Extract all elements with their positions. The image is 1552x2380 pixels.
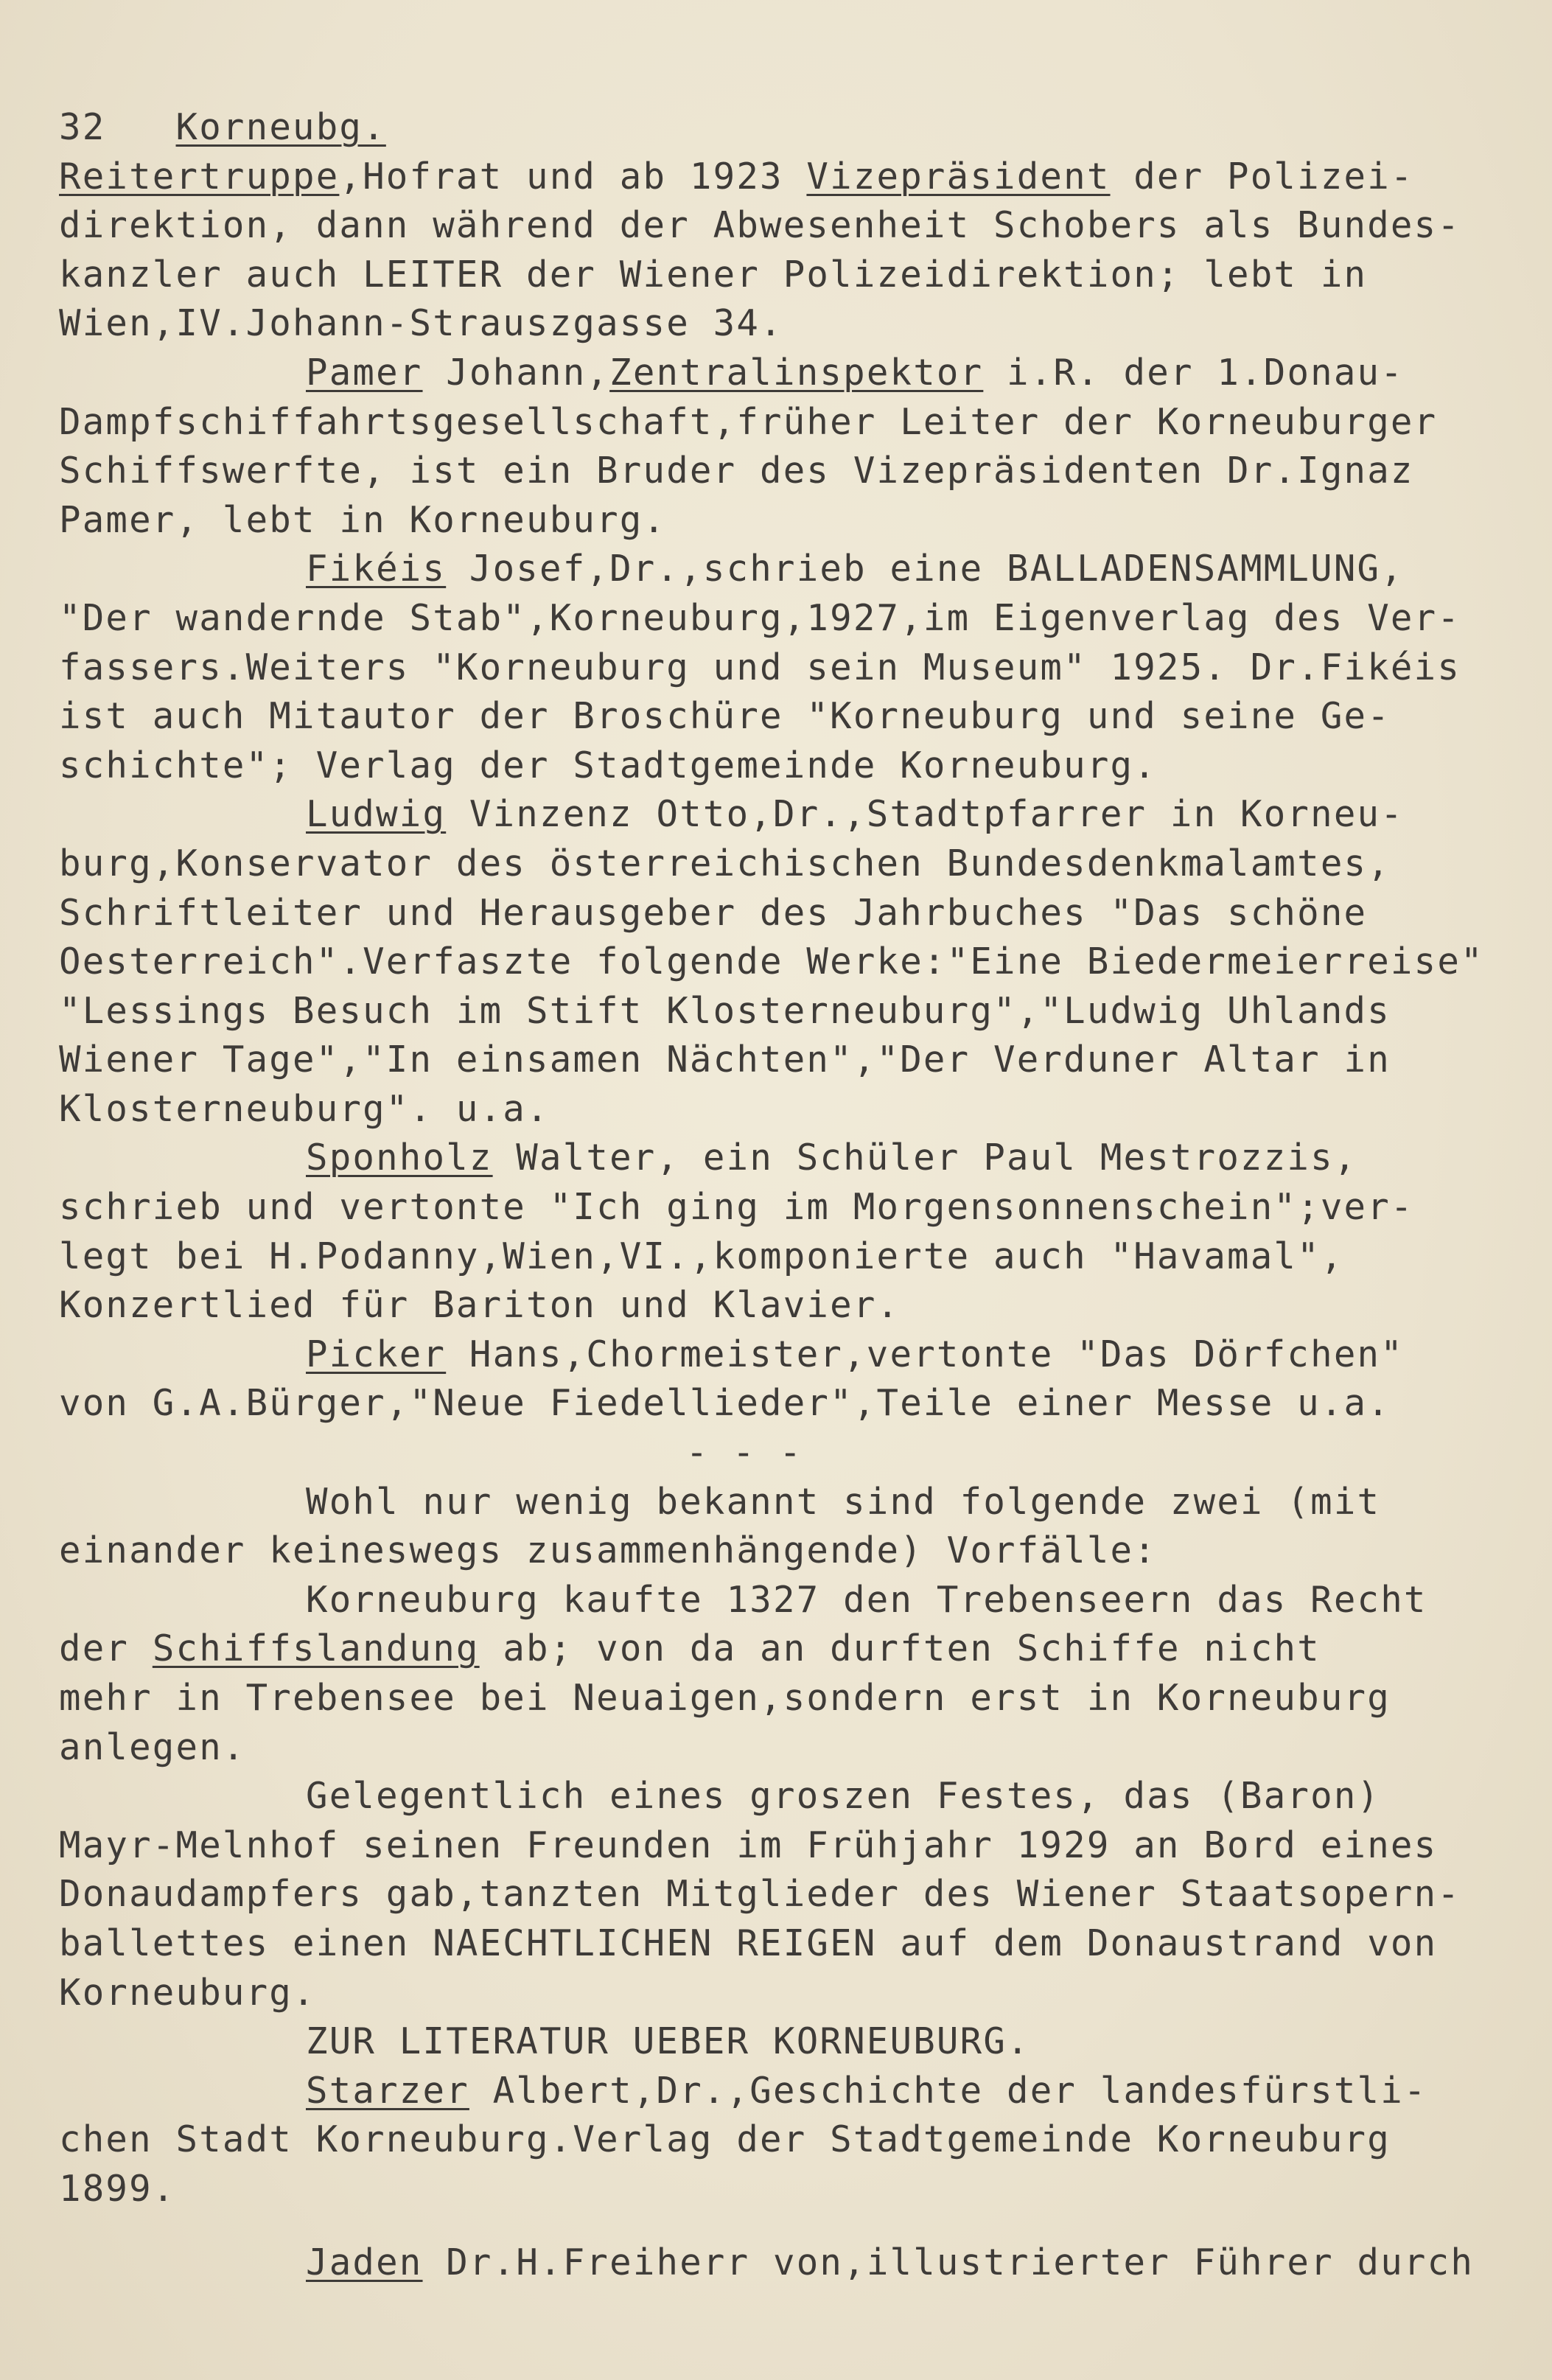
underlined-name: Pamer — [306, 351, 423, 394]
text-line — [59, 1232, 1525, 1282]
text-run: "Der wandernde Stab",Korneuburg,1927,im Eigenverlag des Ver- — [59, 596, 1461, 639]
text-line — [59, 251, 1525, 300]
text-run: Josef,Dr.,schrieb eine BALLADENSAMMLUNG, — [446, 548, 1404, 590]
text-run: Wiener Tage","In einsamen Nächten","Der Verduner Altar in — [59, 1039, 1391, 1081]
text-line — [59, 643, 1525, 693]
underlined-name: Starzer — [306, 2069, 469, 2112]
underlined-name: Fikéis — [306, 548, 447, 590]
underlined-name: Jaden — [306, 2241, 423, 2283]
text-line — [59, 299, 1525, 349]
text-run: Pamer, lebt in Korneuburg. — [59, 498, 667, 541]
text-run: legt bei H.Podanny,Wien,VI.,komponierte auch "Havamal", — [59, 1235, 1344, 1277]
underlined-name: Reitertruppe — [59, 155, 340, 198]
page-number: 32 — [59, 106, 106, 148]
text-run: chen Stadt Korneuburg.Verlag der Stadtgemeinde Korneuburg — [59, 2118, 1391, 2161]
text-run: Schriftleiter und Herausgeber des Jahrbuches "Das schöne — [59, 891, 1368, 934]
text-run: "Lessings Besuch im Stift Klosterneuburg","Ludwig Uhlands — [59, 989, 1391, 1032]
text-run: i.R. der 1.Donau- — [983, 351, 1404, 394]
text-run: Dr.H.Freiherr von,illustrierter Führer durch — [422, 2241, 1475, 2283]
text-run: Albert,Dr.,Geschichte der landesfürstli- — [469, 2069, 1427, 2112]
text-line — [59, 1870, 1525, 1919]
text-run: Korneuburg kaufte 1327 den Trebenseern das Recht — [306, 1578, 1427, 1621]
text-run: mehr in Trebensee bei Neuaigen,sondern erst in Korneuburg — [59, 1677, 1391, 1719]
text-line — [59, 2238, 1525, 2288]
text-run: Dampfschiffahrtsgesellschaft,früher Leiter der Korneuburger — [59, 400, 1438, 443]
text-run: Donaudampfers gab,tanzten Mitglieder des Wiener Staatsopern- — [59, 1873, 1461, 1916]
text-line — [59, 1134, 1525, 1183]
text-line — [59, 1183, 1525, 1232]
text-run: direktion, dann während der Abwesenheit Schobers als Bundes- — [59, 204, 1461, 247]
text-line — [59, 1036, 1525, 1085]
text-line — [59, 153, 1525, 202]
text-line — [59, 545, 1525, 594]
text-run: Wohl nur wenig bekannt sind folgende zwei (mit — [306, 1480, 1381, 1523]
text-line — [59, 594, 1525, 643]
text-line — [59, 447, 1525, 496]
text-line — [59, 1085, 1525, 1134]
text-line — [59, 1576, 1525, 1625]
text-run: Korneuburg. — [59, 1971, 316, 2014]
text-run: schrieb und vertonte "Ich ging im Morgensonnenschein";ver- — [59, 1186, 1414, 1229]
text-line — [59, 1821, 1525, 1871]
text-line — [59, 2115, 1525, 2165]
text-line — [59, 201, 1525, 251]
text-line — [59, 2165, 1525, 2214]
text-line — [59, 2067, 1525, 2116]
text-run: Schiffswerfte, ist ein Bruder des Vizepräsidenten Dr.Ignaz — [59, 450, 1414, 492]
text-run: Mayr-Melnhof seinen Freunden im Frühjahr 1929 an Bord eines — [59, 1824, 1438, 1866]
underlined-name: Zentralinspektor — [609, 351, 984, 394]
text-line — [59, 1723, 1525, 1773]
text-line — [59, 1674, 1525, 1723]
text-run: 1899. — [59, 2167, 176, 2210]
text-run: ,Hofrat und ab 1923 — [339, 155, 807, 198]
text-run: Johann, — [422, 351, 610, 394]
text-line — [59, 938, 1525, 987]
text-line — [59, 2017, 1525, 2067]
text-run: Oesterreich".Verfaszte folgende Werke:"Eine Biedermeierreise" — [59, 941, 1484, 983]
text-line — [59, 1379, 1525, 1428]
text-run: Hans,Chormeister,vertonte "Das Dörfchen" — [446, 1333, 1404, 1375]
body-text — [59, 153, 1525, 2288]
text-line — [59, 1330, 1525, 1380]
text-run: der — [59, 1627, 153, 1670]
text-line — [59, 1772, 1525, 1821]
underlined-name: Schiffslandung — [152, 1627, 480, 1670]
underlined-name: Vizepräsident — [806, 155, 1111, 198]
text-run: kanzler auch LEITER der Wiener Polizeidirektion; lebt in — [59, 253, 1368, 296]
running-title: Korneubg. — [175, 106, 386, 148]
text-run: ZUR LITERATUR UEBER KORNEUBURG. — [306, 2020, 1030, 2063]
typed-text-block — [59, 103, 1525, 2287]
text-line — [59, 692, 1525, 741]
text-run: Gelegentlich eines groszen Festes, das (Baron) — [306, 1775, 1381, 1818]
text-line — [59, 496, 1525, 545]
text-line — [59, 741, 1525, 791]
text-run: Walter, ein Schüler Paul Mestrozzis, — [492, 1137, 1357, 1179]
text-run: ballettes einen NAECHTLICHEN REIGEN auf dem Donaustrand von — [59, 1922, 1438, 1964]
text-run: der Polizei- — [1110, 155, 1414, 198]
text-line — [59, 1625, 1525, 1674]
underlined-name: Sponholz — [306, 1137, 493, 1179]
text-run: burg,Konservator des österreichischen Bundesdenkmalamtes, — [59, 842, 1391, 884]
underlined-name: Picker — [306, 1333, 447, 1375]
text-run: Vinzenz Otto,Dr.,Stadtpfarrer in Korneu- — [446, 793, 1404, 836]
text-line — [59, 1969, 1525, 2018]
text-run: Wien,IV.Johann-Strauszgasse 34. — [59, 302, 783, 345]
text-line — [59, 790, 1525, 840]
header-line — [59, 103, 1525, 153]
text-run: ab; von da an durften Schiffe nicht — [479, 1627, 1321, 1670]
text-run: von G.A.Bürger,"Neue Fiedellieder",Teile einer Messe u.a. — [59, 1382, 1391, 1425]
text-run: anlegen. — [59, 1725, 246, 1768]
text-run: schichte"; Verlag der Stadtgemeinde Korneuburg. — [59, 744, 1157, 786]
text-line — [59, 1526, 1525, 1576]
text-run: Klosterneuburg". u.a. — [59, 1087, 550, 1130]
text-line — [59, 1281, 1525, 1330]
text-line — [59, 840, 1525, 889]
text-line — [59, 398, 1525, 447]
text-line — [59, 1428, 1430, 1478]
underlined-name: Ludwig — [306, 793, 447, 836]
text-run: Konzertlied für Bariton und Klavier. — [59, 1284, 901, 1327]
text-line — [59, 889, 1525, 938]
text-line — [59, 2214, 1525, 2238]
text-line — [59, 349, 1525, 398]
text-line — [59, 987, 1525, 1036]
text-line — [59, 1478, 1525, 1527]
text-line — [59, 1919, 1525, 1969]
text-run: ist auch Mitautor der Broschüre "Korneuburg und seine Ge- — [59, 695, 1391, 738]
text-run: einander keineswegs zusammenhängende) Vorfälle: — [59, 1529, 1157, 1572]
section-separator: - - - — [685, 1431, 803, 1474]
text-run: fassers.Weiters "Korneuburg und sein Museum" 1925. Dr.Fikéis — [59, 646, 1461, 688]
